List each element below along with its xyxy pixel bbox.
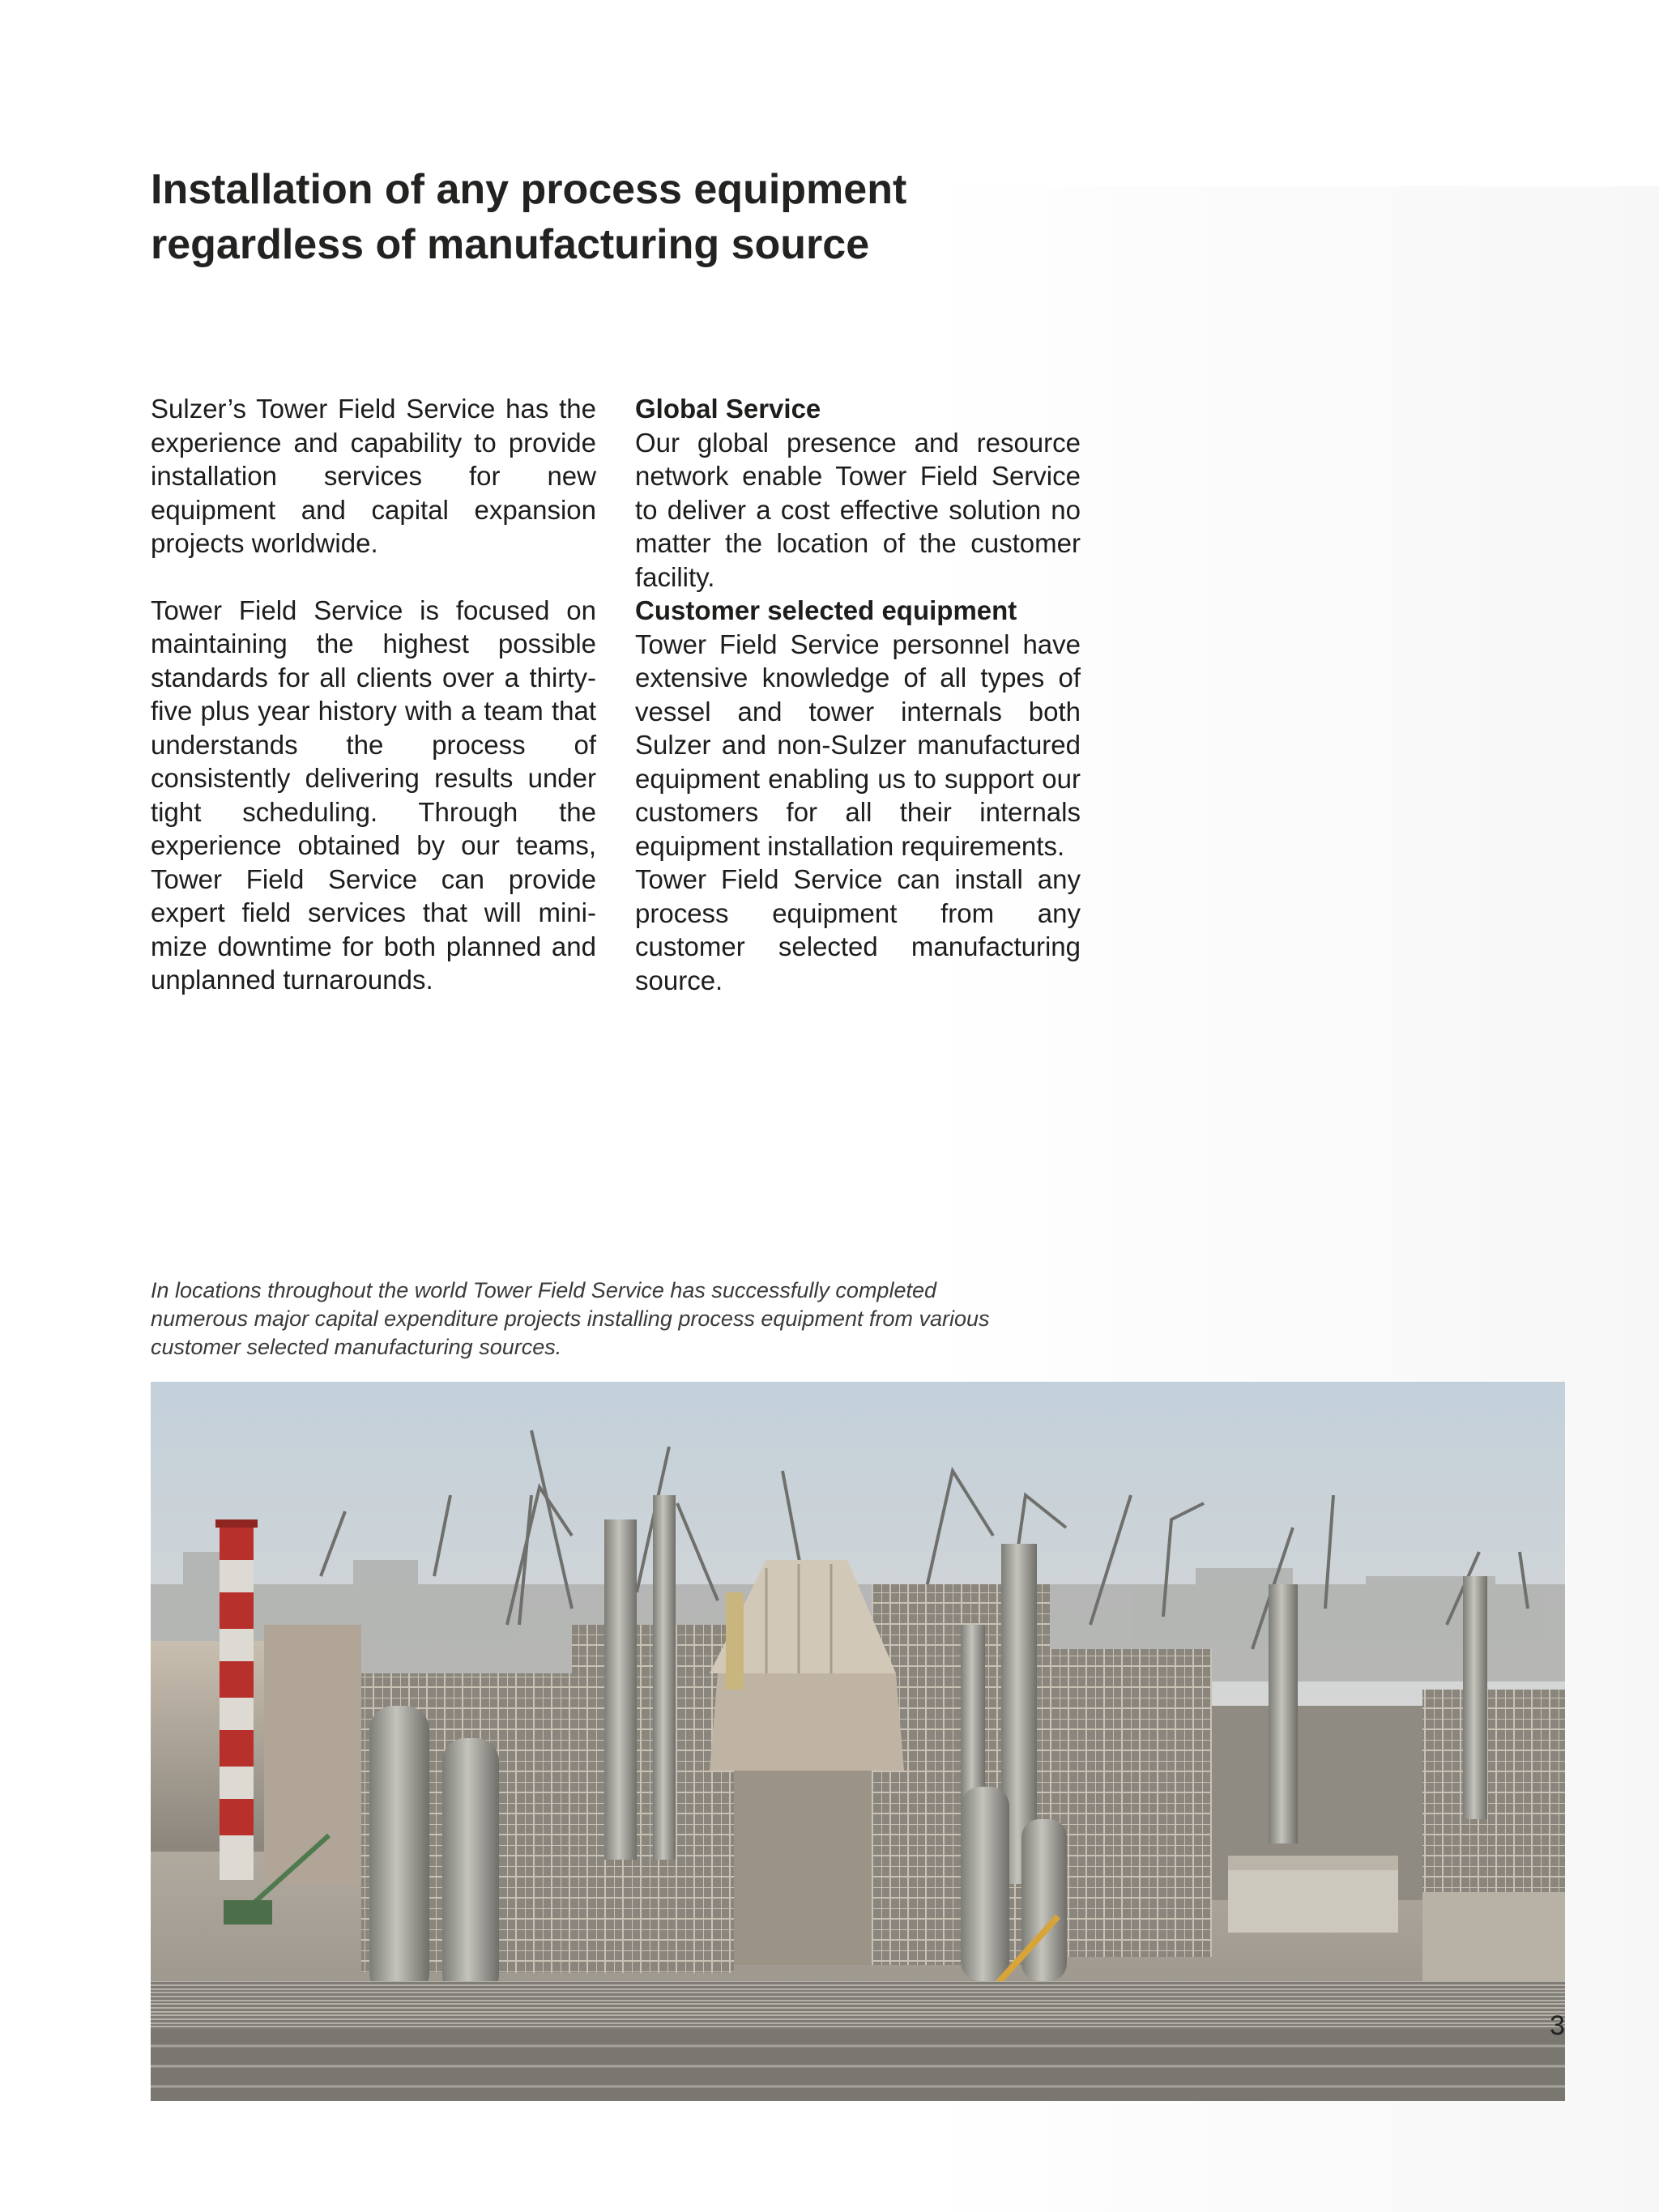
caption-line-1: In locations throughout the world Tower Field Service has successfully completed: [151, 1278, 936, 1302]
refinery-photo: [151, 1382, 1565, 2101]
caption-line-3: customer selected manufacturing sources.: [151, 1335, 562, 1359]
page-number: 3: [1550, 2010, 1565, 2041]
focus-paragraph: Tower Field Service is focused on maintaining the highest possible standards for all clients over a thirty-five plus year history with a team that understands the process of consistently delivering results under tight scheduling. Through the experience obtained by our teams, Tower Field Service can provide expert field services that will minimize downtime for both planned and unplanned turnarounds.: [151, 595, 596, 995]
chimney-stack: [215, 1519, 258, 1880]
global-service-heading: Global Service: [635, 394, 821, 424]
customer-equipment-paragraph: Tower Field Service personnel have extensive knowledge of all types of vessel and tower internals both Sulzer and non-Sulzer manufactured equipment enabling us to support our customers for all their internals equipment installation requirements.: [635, 629, 1081, 861]
global-service-paragraph: Our global presence and resource network enable Tower Field Service to deliver a cost effective solution no matter the location of the customer facility.: [635, 427, 1081, 592]
customer-equipment-heading: Customer selected equipment: [635, 595, 1017, 625]
right-text-column: [635, 392, 1081, 997]
install-paragraph: Tower Field Service can install any process equipment from any customer selected manufacturing source.: [635, 864, 1081, 995]
intro-paragraph: Sulzer’s Tower Field Service has the experience and capability to provide installation services for new equipment and capital expansion projects worldwide.: [151, 394, 596, 558]
page-title: [151, 162, 1123, 272]
left-text-column: [151, 392, 596, 997]
photo-caption: [151, 1276, 1082, 1362]
caption-line-2: numerous major capital expenditure projects installing process equipment from various: [151, 1306, 990, 1331]
refinery-illustration: [151, 1382, 1565, 2101]
page-title-line-1: Installation of any process equipment: [151, 166, 907, 213]
page-title-line-2: regardless of manufacturing source: [151, 221, 870, 268]
